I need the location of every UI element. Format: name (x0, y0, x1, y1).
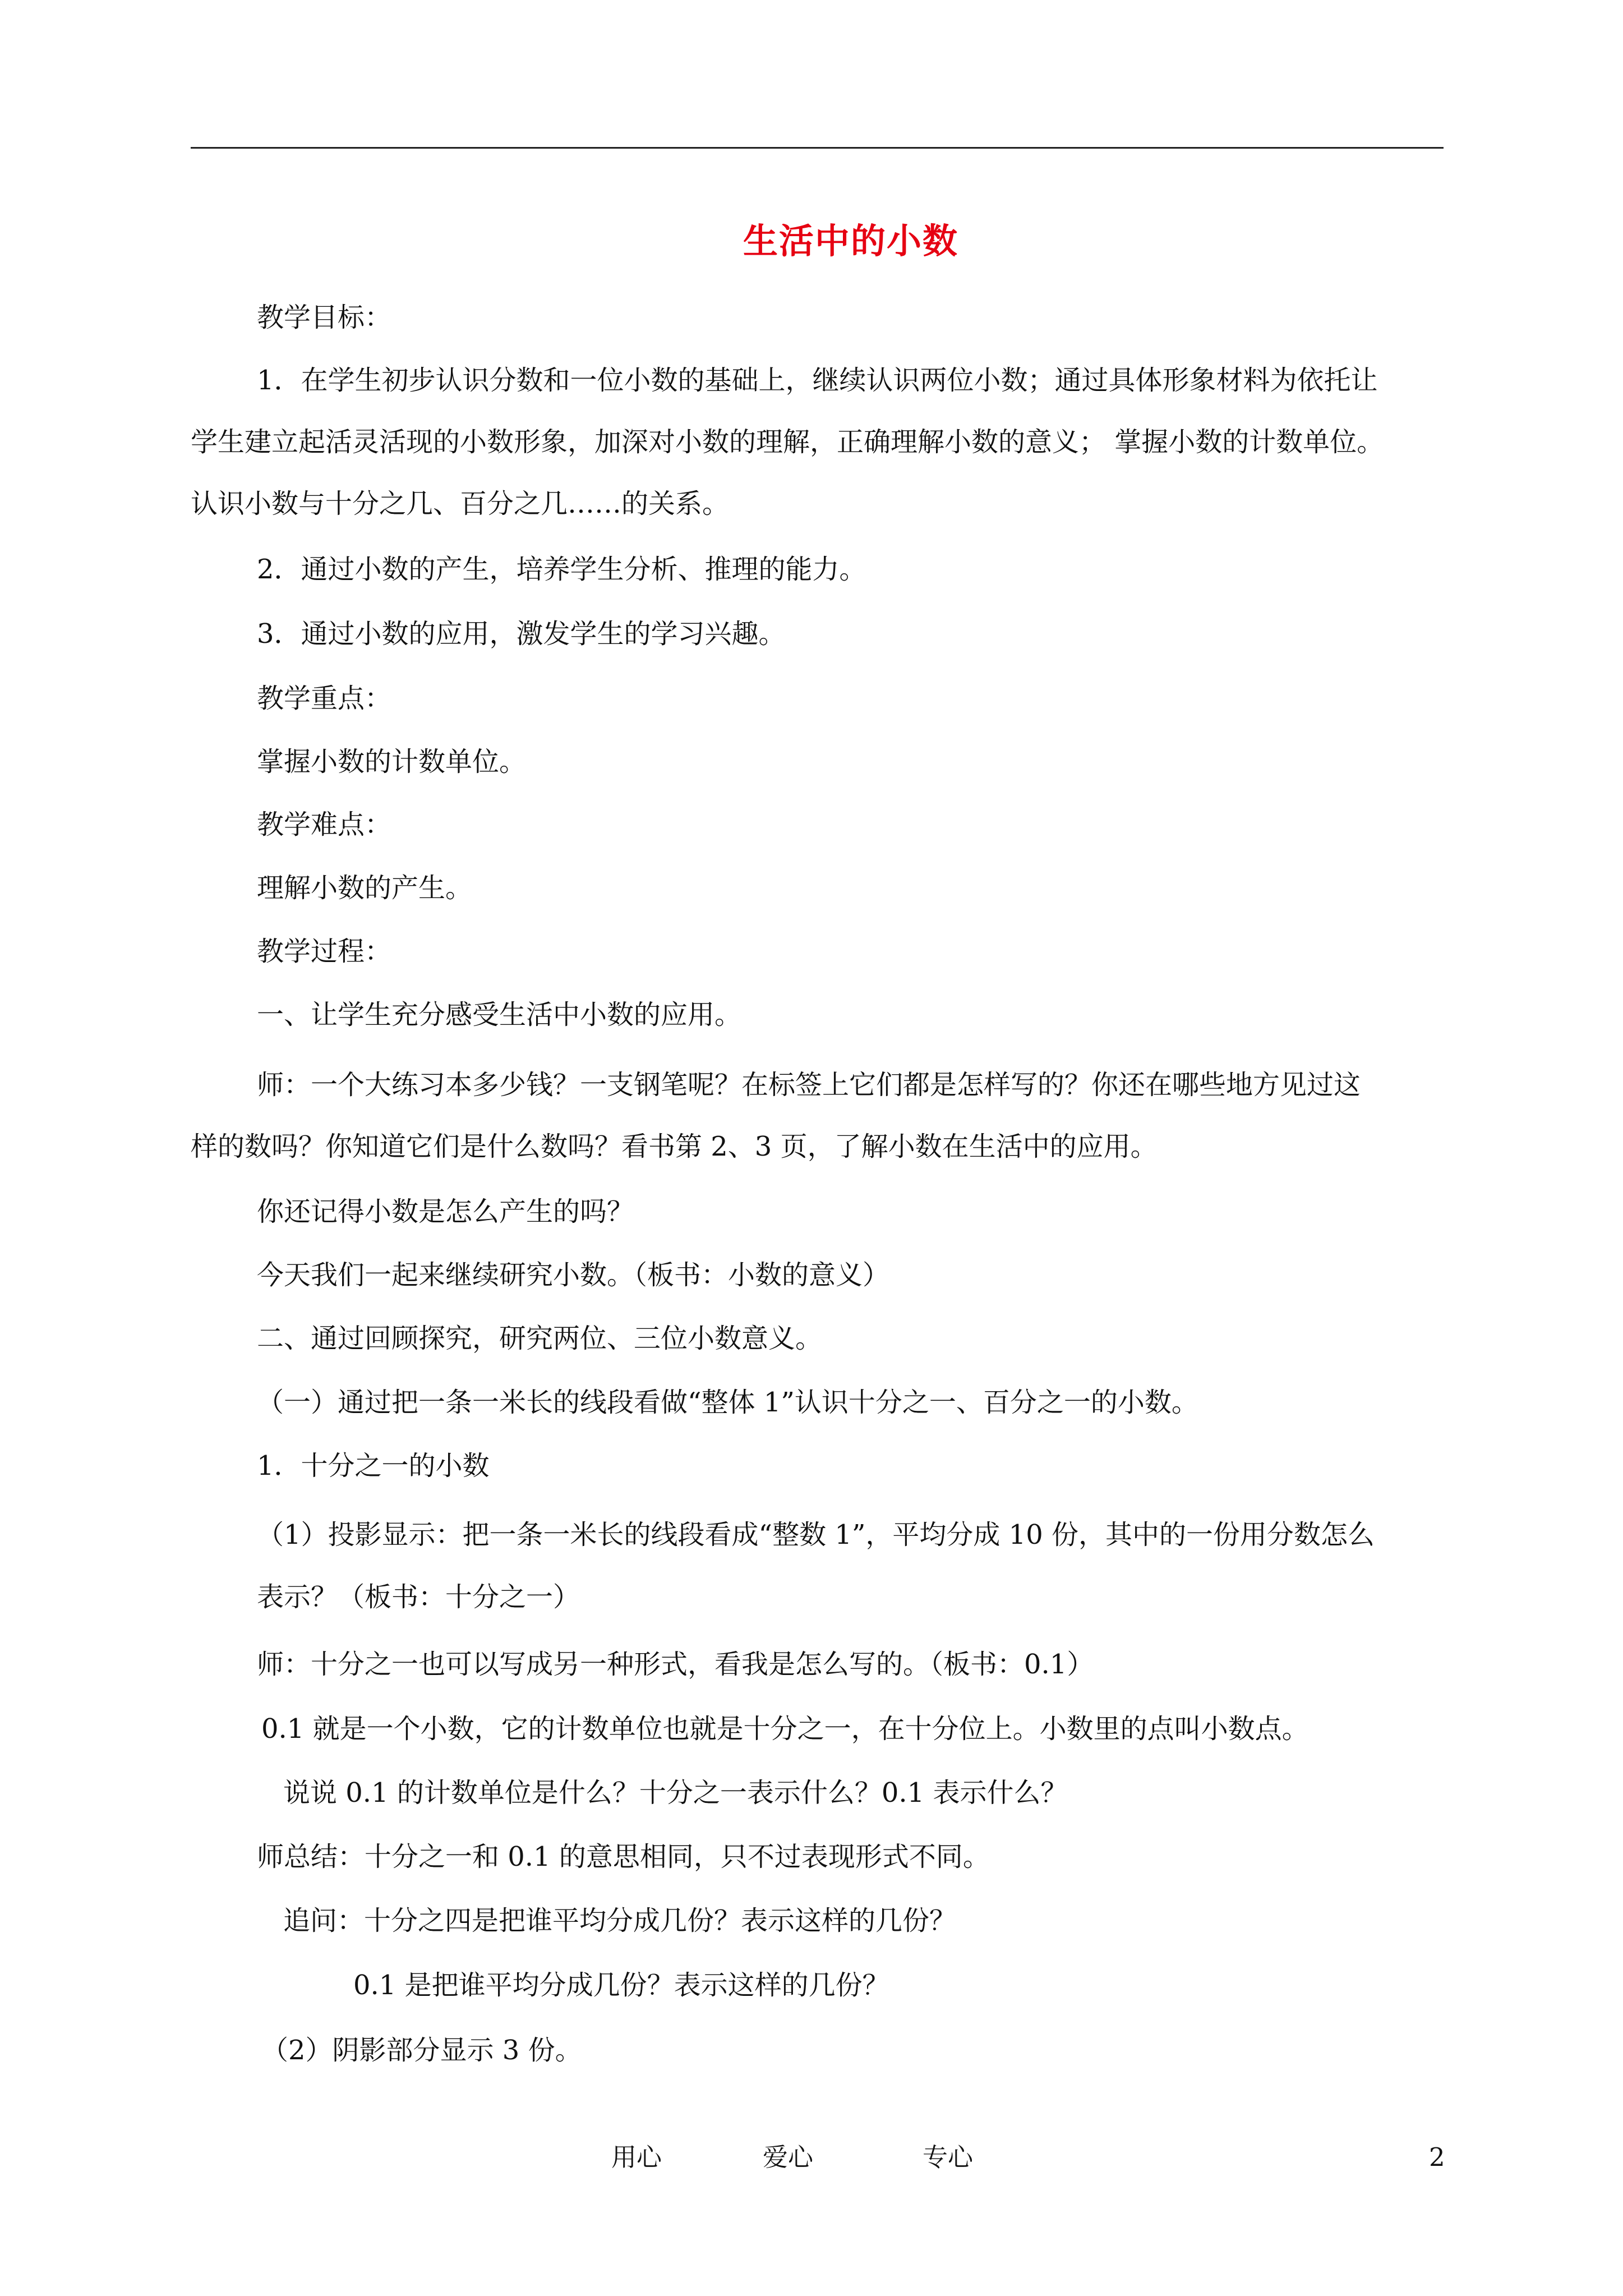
paragraph-line: 师：一个大练习本多少钱？一支钢笔呢？在标签上它们都是怎样写的？你还在哪些地方见过这 (257, 1069, 1361, 1101)
paragraph-line: 表示？（板书：十分之一） (257, 1581, 580, 1613)
paragraph-line: 认识小数与十分之几、百分之几……的关系。 (191, 488, 730, 519)
paragraph-line: 教学重点： (257, 683, 392, 714)
paragraph-line: 教学目标： (257, 302, 392, 333)
paragraph-line: 学生建立起活灵活现的小数形象，加深对小数的理解，正确理解小数的意义； 掌握小数的计数单位。 (191, 426, 1384, 458)
paragraph-line: 0.1 就是一个小数，它的计数单位也就是十分之一，在十分位上。小数里的点叫小数点。 (261, 1713, 1309, 1745)
paragraph-line: 2．通过小数的产生，培养学生分析、推理的能力。 (257, 554, 866, 585)
paragraph-line: 一、让学生充分感受生活中小数的应用。 (257, 999, 742, 1030)
paragraph-line: 说说 0.1 的计数单位是什么？十分之一表示什么？0.1 表示什么？ (283, 1777, 1068, 1809)
paragraph-line: （一）通过把一条一米长的线段看做“整体 1”认识十分之一、百分之一的小数。 (257, 1387, 1198, 1418)
paragraph-line: 二、通过回顾探究，研究两位、三位小数意义。 (257, 1323, 823, 1354)
paragraph-line: 追问：十分之四是把谁平均分成几份？表示这样的几份？ (283, 1905, 957, 1936)
footer-word: 用心 (611, 2142, 662, 2172)
paragraph-line: 1．十分之一的小数 (257, 1450, 490, 1481)
paragraph-line: 师总结：十分之一和 0.1 的意思相同，只不过表现形式不同。 (257, 1841, 990, 1872)
paragraph-line: 样的数吗？你知道它们是什么数吗？看书第 2、3 页，了解小数在生活中的应用。 (191, 1131, 1158, 1162)
paragraph-line: 教学过程： (257, 936, 392, 967)
paragraph-line: 掌握小数的计数单位。 (257, 746, 527, 777)
paragraph-line: 1．在学生初步认识分数和一位小数的基础上，继续认识两位小数；通过具体形象材料为依托让 (257, 365, 1378, 396)
paragraph-line: 师：十分之一也可以写成另一种形式，看我是怎么写的。（板书：0.1） (257, 1649, 1094, 1680)
footer-word: 专心 (923, 2142, 974, 2172)
paragraph-line: 理解小数的产生。 (257, 872, 473, 904)
paragraph-line: （1）投影显示：把一条一米长的线段看成“整数 1”，平均分成 10 份，其中的一份用分数怎么 (257, 1519, 1375, 1550)
footer-word: 爱心 (763, 2142, 814, 2172)
header-rule (191, 147, 1444, 149)
paragraph-line: （2）阴影部分显示 3 份。 (261, 2035, 582, 2066)
document-title: 生活中的小数 (743, 220, 958, 261)
paragraph-line: 你还记得小数是怎么产生的吗？ (257, 1196, 634, 1227)
paragraph-line: 3．通过小数的应用，激发学生的学习兴趣。 (257, 618, 786, 650)
paragraph-line: 教学难点： (257, 809, 392, 840)
page-number: 2 (1429, 2142, 1445, 2172)
paragraph-line: 今天我们一起来继续研究小数。（板书：小数的意义） (257, 1259, 890, 1291)
paragraph-line: 0.1 是把谁平均分成几份？表示这样的几份？ (353, 1970, 889, 2001)
